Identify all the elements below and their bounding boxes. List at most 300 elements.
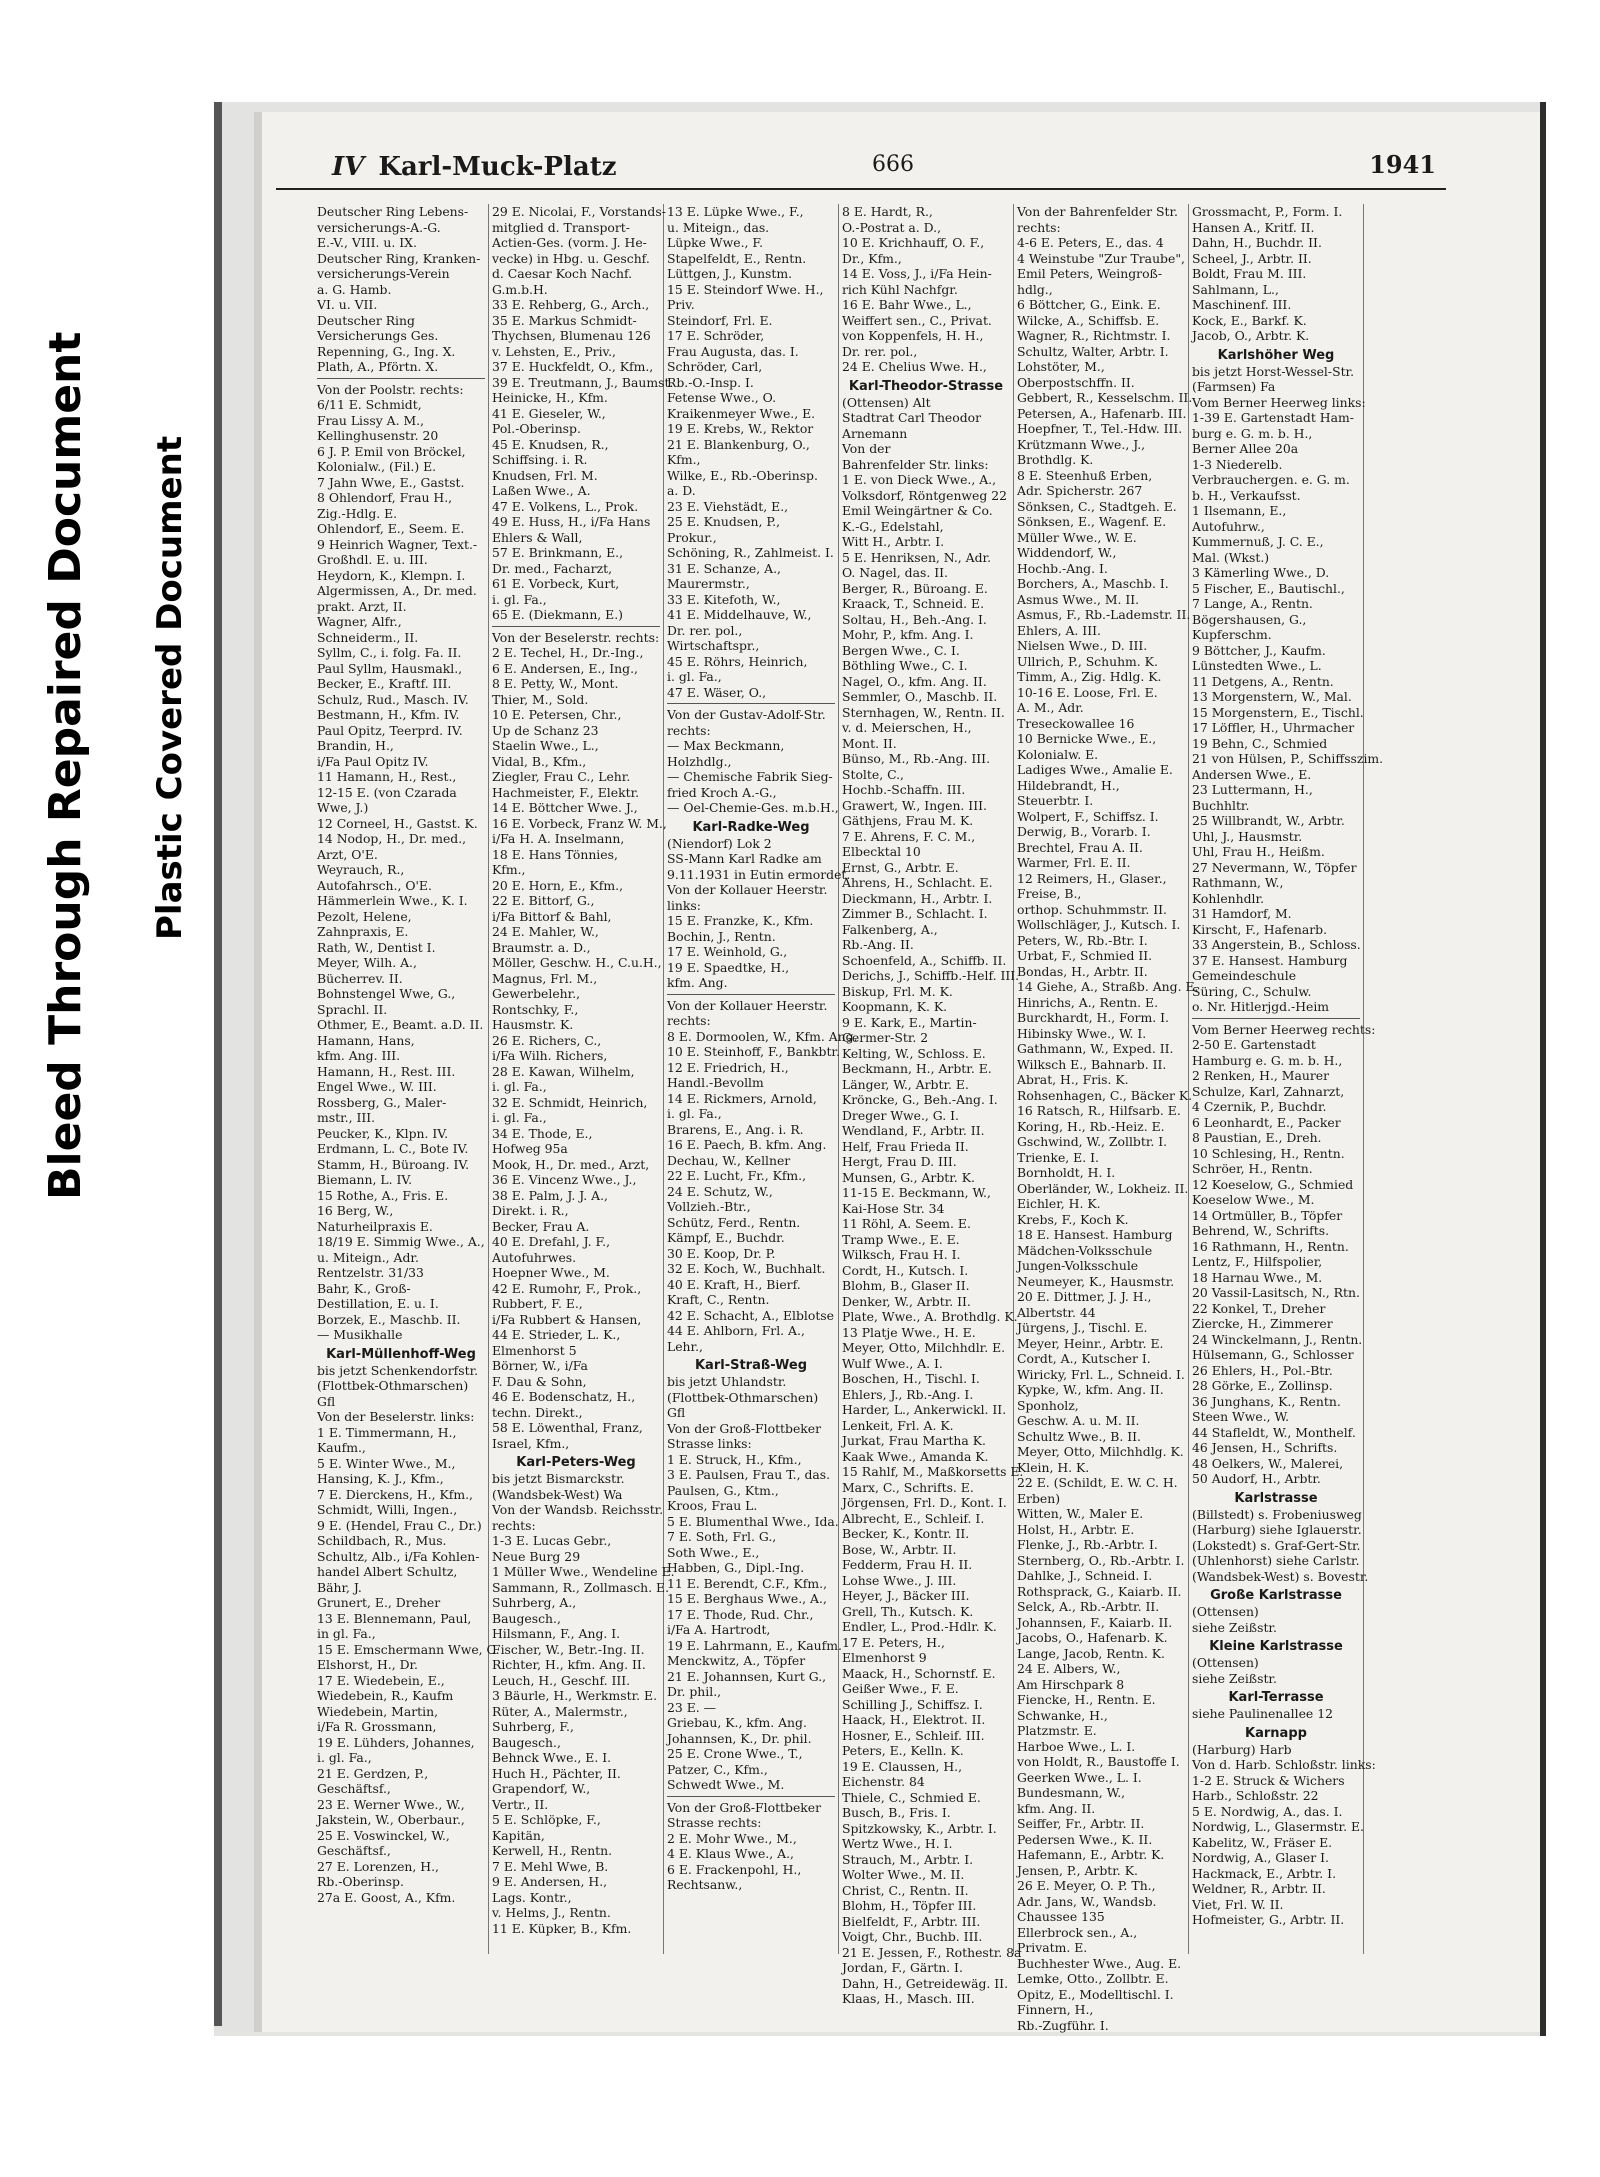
directory-entry: 35 E. Markus Schmidt- [492,312,637,328]
directory-entry: Geschw. A. u. M. II. [1017,1413,1140,1428]
directory-entry: Handl.-Bevollm [667,1075,764,1090]
directory-entry: 7 E. Ahrens, F. C. M., [842,828,976,844]
directory-entry: Rontschky, F., [492,1001,579,1017]
directory-entry: Staelin Wwe., L., [492,738,599,753]
directory-entry: Wirtschaftspr., [667,638,760,653]
directory-entry: Buchhltr. [1192,797,1250,813]
directory-entry: Witt H., Arbtr. I. [842,534,945,549]
directory-entry: Arnemann [842,425,908,441]
directory-entry: (Harburg) Harb [1192,1741,1292,1757]
directory-entry: Hinrichs, A., Rentn. E. [1017,994,1159,1010]
header-year: 1941 [1369,150,1436,179]
directory-entry: Kohlenhdlr. [1192,890,1265,906]
directory-entry: Rentzelstr. 31/33 [317,1265,424,1280]
directory-entry: Finnern, H., [1017,2002,1094,2017]
directory-entry: Selck, A., Rb.-Arbtr. II. [1017,1599,1160,1614]
directory-entry: 4 Weinstube "Zur Traube", [1017,250,1185,266]
directory-entry: Jürgens, J., Tischl. E. [1017,1320,1148,1335]
directory-entry: 9 Böttcher, J., Kaufm. [1192,642,1326,658]
directory-entry: Stadtrat Carl Theodor [842,410,982,425]
directory-entry: 19 E. Krebs, W., Rektor [667,421,814,436]
directory-entry: 39 E. Treutmann, J., Baumst. [492,374,674,390]
directory-entry: vecke) in Hbg. u. Geschf. [492,250,650,266]
directory-entry: Paul Opitz, Teerprd. IV. [317,722,463,738]
directory-entry: 27a E. Goost, A., Kfm. [317,1889,456,1905]
directory-entry: hdlg., [1017,281,1053,297]
directory-entry: Kolonialw., (Fil.) E. [317,459,437,474]
street-heading: Große Karlstrasse [1210,1588,1342,1603]
directory-entry: Schulz, Rud., Masch. IV. [317,691,469,707]
directory-entry: a. D. [667,483,696,498]
directory-entry: Germer-Str. 2 [842,1030,929,1045]
directory-entry: Zig.-Hdlg. E. [317,505,398,521]
directory-entry: Deutscher Ring [317,312,415,328]
directory-entry: Biskup, Frl. M. K. [842,983,953,999]
directory-entry: 44 E. Ahlborn, Frl. A., [667,1323,805,1338]
directory-entry: Wolter Wwe., M. II. [842,1867,965,1882]
directory-entry: Von der Poolstr. rechts: [317,381,464,397]
directory-entry: Zimmer B., Schlacht. I. [842,906,988,921]
directory-entry: 24 E. Mahler, W., [492,924,599,939]
directory-entry: 34 E. Thode, E., [492,1125,593,1141]
directory-entry: 40 E. Drefahl, J. F., [492,1234,611,1249]
directory-entry: Laßen Wwe., A. [492,483,591,498]
directory-entry: 31 Hamdorf, M. [1192,906,1292,921]
street-heading: Karl-Radke-Weg [692,819,810,835]
directory-entry: (Lokstedt) s. Graf-Gert-Str. [1192,1537,1361,1553]
directory-entry: 14 E. Rickmers, Arnold, [667,1090,817,1106]
directory-entry: i/Fa H. A. Inselmann, [492,831,625,846]
directory-entry: Von der [842,441,891,456]
directory-entry: Habben, G., Dipl.-Ing. [667,1560,805,1575]
directory-entry: Syllm, C., i. folg. Fa. II. [317,645,462,660]
directory-entry: Hofmeister, G., Arbtr. II. [1192,1912,1345,1927]
directory-entry: Von der Wandsb. Reichsstr. [492,1502,664,1517]
directory-entry: Hülsemann, G., Schlosser [1192,1347,1354,1362]
directory-entry: 11 Hamann, H., Rest., [317,769,457,784]
directory-entry: o. Nr. Hitlerjgd.-Heim [1192,999,1330,1014]
directory-entry: Vom Berner Heerweg rechts: [1192,1021,1376,1037]
directory-entry: Nordwig, A., Glaser I. [1192,1850,1329,1865]
directory-entry: 9.11.1931 in Eutin ermordet. [667,866,851,882]
directory-entry: 17 E. Schröder, [667,328,765,343]
directory-entry: Repenning, G., Ing. X. [317,343,456,359]
directory-entry: Maurermstr., [667,576,750,591]
directory-entry: Jensen, P., Arbtr. K. [1017,1862,1138,1878]
directory-entry: Sternberg, O., Rb.-Arbtr. I. [1017,1552,1185,1568]
directory-entry: 17 Löffler, H., Uhrmacher [1192,720,1355,735]
directory-entry: Behnck Wwe., E. I. [492,1750,612,1765]
directory-entry: Brechtel, Frau A. II. [1017,839,1143,855]
directory-entry: Wolpert, F., Schiffsz. I. [1017,808,1159,824]
directory-entry: 36 Junghans, K., Rentn. [1192,1393,1341,1409]
directory-entry: Kummernuß, J. C. E., [1192,534,1324,549]
directory-entry: Wiedebein, Martin, [317,1703,439,1719]
header-street: Karl-Muck-Platz [378,152,617,182]
directory-entry: 20 E. Dittmer, J. J. H., [1017,1289,1152,1304]
directory-entry: Von der Kollauer Heerstr. [667,997,828,1013]
directory-entry: Hosner, E., Schleif. III. [842,1727,985,1743]
directory-entry: Am Hirschpark 8 [1017,1676,1125,1692]
directory-entry: v. Lehsten, E., Priv., [492,343,616,359]
directory-entry: Ullrich, P., Schuhm. K. [1017,653,1158,669]
directory-entry: i. gl. Fa., [492,1110,547,1125]
directory-entry: Kolonialw. E. [1017,746,1099,762]
directory-entry: Börner, W., i/Fa [492,1358,588,1373]
directory-entry: Becker, E., Kraftf. III. [317,676,452,691]
directory-entry: 12 Corneel, H., Gastst. K. [317,815,478,831]
directory-entry: 5 E. Nordwig, A., das. I. [1192,1803,1343,1819]
bleed-through-label: Bleed Through Repaired Document [40,331,91,1200]
directory-entry: Helf, Frau Frieda II. [842,1138,969,1154]
directory-entry: Fedderm, Frau H. II. [842,1557,973,1572]
directory-entry: Falkenberg, A., [842,921,938,937]
directory-entry: Schwanke, H., [1017,1707,1108,1723]
directory-entry: Holzhdlg., [667,753,732,769]
directory-entry: Bielfeldt, F., Arbtr. III. [842,1913,981,1929]
directory-entry: Biemann, L. IV. [317,1172,413,1187]
directory-entry: Up de Schanz 23 [492,722,599,738]
directory-entry: 21 E. Johannsen, Kurt G., [667,1668,827,1684]
directory-entry: Baugesch., [492,1734,561,1750]
directory-entry: 10 E. Krichhauff, O. F., [842,235,985,250]
directory-entry: 11 Röhl, A. Seem. E. [842,1216,971,1231]
directory-entry: Elbecktal 10 [842,844,921,859]
directory-entry: Algermissen, A., Dr. med. [317,583,477,598]
directory-entry: Dahn, H., Getreidewäg. II. [842,1975,1009,1991]
directory-entry: 13 Morgenstern, W., Mal. [1192,689,1352,704]
directory-entry: Autofahrsch., O'E. [317,877,432,893]
directory-entry: i. gl. Fa., [492,1079,547,1094]
directory-entry: Rb.-Ang. II. [842,937,914,952]
directory-entry: Endler, L., Prod.-Hdlr. K. [842,1619,997,1634]
directory-entry: 46 E. Bodenschatz, H., [492,1389,636,1404]
directory-entry: Petersen, A., Hafenarb. III. [1017,405,1187,421]
directory-entry: Stapelfeldt, E., Rentn. [667,250,807,266]
directory-entry: Bergen Wwe., C. I. [842,642,960,658]
directory-entry: Harder, L., Ankerwickl. II. [842,1402,1007,1417]
directory-entry: 9 E. Andersen, H., [492,1874,608,1889]
directory-entry: Rohsenhagen, C., Bäcker K. [1017,1087,1193,1103]
directory-entry: Von der Kollauer Heerstr. [667,882,828,897]
directory-entry: Koring, H., Rb.-Heiz. E. [1017,1118,1165,1134]
directory-entry: Urbat, F., Schmied II. [1017,948,1153,963]
directory-entry: Rechtsanw., [667,1877,743,1892]
directory-entry: Gschwind, W., Zollbtr. I. [1017,1134,1168,1149]
directory-entry: bis jetzt Horst-Wessel-Str. [1192,363,1355,379]
directory-entry: 42 E. Schacht, A., Elblotse [667,1307,834,1323]
directory-entry: 10-16 E. Loose, Frl. E. [1017,684,1158,700]
directory-entry: 32 E. Schmidt, Heinrich, [492,1094,648,1110]
directory-entry: Meyer, Otto, Milchhdlg. K. [1017,1444,1184,1459]
directory-entry: 16 E. Vorbeck, Franz W. M., [492,815,667,831]
directory-column [839,204,1024,2006]
directory-entry: 6 J. P. Emil von Bröckel, [317,443,466,459]
directory-entry: i/Fa Bittorf & Bahl, [492,908,612,924]
directory-entry: Chaussee 135 [1017,1909,1105,1924]
directory-column [1189,204,1384,1954]
directory-entry: Paulsen, G., Ktm., [667,1482,779,1498]
directory-entry: Wulf Wwe., A. I. [842,1355,943,1371]
directory-entry: Meyer, Wilh. A., [317,955,417,970]
directory-entry: u. Miteign., Adr. [317,1249,419,1265]
directory-entry: 15 E. Emschermann Wwe, C. [317,1641,500,1657]
directory-entry: Schöning, R., Zahlmeist. I. [667,545,834,560]
directory-entry: Bestmann, H., Kfm. IV. [317,707,460,722]
directory-entry: Hachmeister, F., Elektr. [492,784,640,800]
directory-entry: Actien-Ges. (vorm. J. He- [492,235,647,250]
directory-entry: Destillation, E. u. I. [317,1296,439,1311]
directory-entry: Trienke, E. I. [1017,1149,1099,1165]
directory-entry: 21 E. Gerdzen, P., [317,1765,429,1781]
directory-entry: 16 Ratsch, R., Hilfsarb. E. [1017,1103,1181,1118]
directory-entry: Direkt. i. R., [492,1203,569,1218]
directory-entry: Baugesch., [492,1610,561,1626]
directory-entry: Eichler, H. K. [1017,1196,1101,1211]
directory-entry: Pezolt, Helene, [317,908,412,924]
street-heading: Karlstrasse [1234,1490,1318,1506]
directory-entry: Peters, W., Rb.-Btr. I. [1017,932,1148,948]
directory-entry: Strasse links: [667,1436,752,1451]
directory-entry: 11 E. Küpker, B., Kfm. [492,1920,632,1936]
directory-entry: Koopmann, K. K. [842,999,948,1014]
directory-entry: Schultz Wwe., B. II. [1017,1428,1141,1444]
directory-entry: 11 Detgens, A., Rentn. [1192,673,1334,689]
directory-entry: (Ottensen) Alt [842,394,931,410]
directory-entry: Cordt, A., Kutscher I. [1017,1351,1151,1366]
directory-entry: 65 E. (Diekmann, E.) [492,607,623,622]
directory-entry: 13 Platje Wwe., H. E. [842,1324,976,1340]
directory-entry: Ehlers & Wall, [492,529,583,545]
directory-entry: Kelting, W., Schloss. E. [842,1045,986,1061]
directory-entry: Kfm., [667,452,701,467]
directory-entry: Wendland, F., Arbtr. II. [842,1123,985,1138]
directory-entry: 46 Jensen, H., Schrifts. [1192,1440,1338,1455]
directory-entry: Sprachl. II. [317,1001,388,1017]
directory-entry: Länger, W., Arbtr. E. [842,1076,969,1092]
directory-entry: 21 E. Jessen, F., Rothestr. 8a [842,1944,1022,1960]
directory-entry: Wilcke, A., Schiffsb. E. [1017,312,1160,328]
directory-entry: 27 Nevermann, W., Töpfer [1192,859,1357,875]
directory-entry: Jakstein, W., Oberbaur., [317,1812,465,1827]
directory-entry: Ehlers, J., Rb.-Ang. I. [842,1386,974,1402]
directory-entry: 11 E. Berendt, C.F., Kfm., [667,1575,828,1591]
directory-entry: (Ottensen) [1192,1604,1259,1619]
directory-entry: Bose, W., Arbtr. II. [842,1541,957,1557]
directory-entry: 12-15 E. (von Czarada [317,784,457,800]
directory-entry: 1-39 E. Gartenstadt Ham- [1192,410,1354,425]
directory-entry: 3 E. Paulsen, Frau T., das. [667,1467,831,1482]
directory-entry: Adr. Spicherstr. 267 [1017,483,1143,498]
directory-entry: Burckhardt, H., Form. I. [1017,1010,1169,1025]
directory-entry: Sammann, R., Zollmasch. E. [492,1579,670,1595]
directory-entry: burg e. G. m. b. H., [1192,425,1313,441]
directory-entry: kfm. Ang. [667,975,728,990]
directory-entry: 22 E. (Schildt, E. W. C. H. [1017,1475,1178,1490]
directory-entry: Oberpostschffn. II. [1017,374,1135,390]
directory-entry: Ohlendorf, E., Seem. E. [317,521,465,536]
directory-entry: Schultz, Alb., i/Fa Kohlen- [317,1548,480,1564]
directory-entry: Tramp Wwe., E. E. [842,1231,960,1247]
directory-entry: 14 Nodop, H., Dr. med., [317,831,467,846]
directory-entry: 33 E. Kitefoth, W., [667,591,781,607]
directory-column [489,204,675,1954]
directory-entry: (Billstedt) s. Frobeniusweg [1192,1506,1362,1522]
directory-entry: Sponholz, [1017,1397,1079,1413]
directory-entry: handel Albert Schultz, [317,1564,458,1579]
directory-entry: 12 E. Friedrich, H., [667,1059,789,1075]
directory-entry: Schilling J., Schiffsz. I. [842,1696,983,1712]
section-divider [667,1796,835,1797]
directory-entry: Boschen, H., Tischl. I. [842,1371,980,1386]
directory-entry: — Oel-Chemie-Ges. m.b.H., [667,800,839,815]
directory-entry: Albrecht, E., Schleif. I. [842,1510,985,1526]
directory-entry: Uhl, Frau H., Heißm. [1192,844,1325,859]
directory-entry: 8 E. Hardt, R., [842,204,933,219]
directory-entry: Kellinghusenstr. 20 [317,428,439,443]
directory-entry: 19 E. Spaedtke, H., [667,959,790,975]
directory-entry: siehe Paulinenallee 12 [1192,1706,1333,1721]
directory-entry: 5 Fischer, E., Bautischl., [1192,580,1345,596]
directory-entry: 57 E. Brinkmann, E., [492,545,624,560]
directory-entry: 15 E. Franzke, K., Kfm. [667,913,814,928]
directory-entry: (Uhlenhorst) siehe Carlstr. [1192,1553,1360,1568]
directory-entry: Denker, W., Arbtr. II. [842,1293,971,1309]
directory-entry: Semmler, O., Maschb. II. [842,689,998,704]
directory-entry: (Wandsbek-West) Wa [492,1486,623,1502]
directory-entry: 5 E. Winter Wwe., M., [317,1455,456,1471]
directory-entry: 2 E. Mohr Wwe., M., [667,1830,797,1846]
directory-entry: Kaufm., [317,1440,366,1455]
directory-entry: Berger, R., Büroang. E. [842,580,988,596]
directory-entry: Lohstöter, M., [1017,359,1105,374]
directory-entry: Rath, W., Dentist I. [317,939,436,955]
directory-entry: 36 E. Vincenz Wwe., J., [492,1172,637,1187]
directory-entry: Kraft, C., Rentn. [667,1292,770,1307]
directory-entry: 8 E. Petty, W., Mont. [492,676,619,691]
directory-entry: Vertr., II. [492,1796,549,1812]
directory-entry: Schiffsing. i. R. [492,452,588,467]
directory-entry: Arzt, O'E. [317,846,378,862]
directory-entry: 33 E. Rehberg, G., Arch., [492,297,650,312]
directory-entry: techn. Direkt., [492,1404,583,1420]
directory-entry: Bahr, K., Groß- [317,1280,411,1296]
directory-entry: 61 E. Vorbeck, Kurt, [492,576,620,591]
directory-entry: Huch H., Pächter, II. [492,1765,621,1781]
directory-entry: Hackmack, E., Arbtr. I. [1192,1865,1337,1881]
directory-entry: Richter, H., kfm. Ang. II. [492,1657,646,1672]
directory-entry: Müller Wwe., W. E. [1017,529,1137,545]
directory-entry: Süring, C., Schulw. [1192,983,1312,999]
directory-entry: Seiffer, Fr., Arbtr. II. [1017,1816,1145,1831]
directory-entry: VI. u. VII. [317,297,378,312]
directory-entry: Geschäftsf., [317,1781,391,1796]
directory-entry: 24 E. Chelius Wwe. H., [842,359,987,374]
directory-entry: 49 E. Huss, H., i/Fa Hans [492,514,651,529]
directory-entry: Elmenhorst 5 [492,1342,577,1358]
directory-entry: Johannsen, K., Dr. phil. [667,1730,812,1746]
directory-entry: 45 E. Knudsen, R., [492,436,609,452]
directory-entry: Jacobs, O., Hafenarb. K. [1017,1630,1168,1645]
directory-entry: bis jetzt Schenkendorfstr. [317,1362,479,1378]
directory-entry: Von der Bahrenfelder Str. [1017,204,1178,219]
directory-entry: Asmus, F., Rb.-Lademstr. II. [1017,607,1191,622]
directory-entry: Volksdorf, Röntgenweg 22 [842,487,1008,503]
directory-entry: siehe Zeißstr. [1192,1670,1277,1686]
directory-entry: Borzek, E., Maschb. II. [317,1311,461,1327]
directory-entry: K.-G., Edelstahl, [842,518,944,534]
directory-entry: Beckmann, H., Arbtr. E. [842,1061,992,1076]
directory-entry: Jörgensen, Frl. D., Kont. I. [842,1495,1007,1510]
directory-entry: Thiele, C., Schmied E. [842,1789,981,1805]
directory-entry: Borchers, A., Maschb. I. [1017,576,1169,591]
directory-entry: 58 E. Löwenthal, Franz, [492,1420,643,1435]
directory-entry: Uhl, J., Hausmstr. [1192,828,1303,844]
directory-entry: 13 E. Lüpke Wwe., F., [667,204,804,219]
directory-entry: Sönksen, E., Wagenf. E. [1017,514,1167,529]
directory-entry: Harb., Schloßstr. 22 [1192,1788,1319,1803]
directory-entry: 4 Czernik, P., Buchdr. [1192,1099,1327,1114]
directory-entry: 5 E. Schlöpke, F., [492,1812,601,1827]
directory-entry: 22 E. Lucht, Fr., Kfm., [667,1168,807,1183]
directory-entry: i. gl. Fa., [667,669,722,684]
directory-entry: Dahn, H., Buchdr. II. [1192,235,1322,250]
directory-entry: i. gl. Fa., [317,1750,372,1765]
directory-entry: 29 E. Nicolai, F., Vorstands- [492,204,666,219]
directory-entry: 7 E. Soth, Frl. G., [667,1529,777,1544]
directory-entry: Schulze, Karl, Zahnarzt, [1192,1083,1345,1099]
directory-entry: Hergt, Frau D. III. [842,1154,957,1169]
directory-entry: Wilke, E., Rb.-Oberinsp. [667,467,818,483]
directory-entry: Opitz, E., Modelltischl. I. [1017,1986,1174,2002]
directory-entry: 37 E. Huckfeldt, O., Kfm., [492,359,654,374]
directory-entry: 19 E. Lahrmann, E., Kaufm. [667,1637,842,1653]
directory-entry: Fetense Wwe., O. [667,390,777,405]
directory-entry: 25 Willbrandt, W., Arbtr. [1192,813,1345,828]
directory-entry: Ahrens, H., Schlacht. E. [842,875,993,890]
directory-entry: 25 E. Crone Wwe., T., [667,1746,803,1761]
directory-entry: Kfm., [492,862,526,877]
directory-entry: Rüter, A., Malermstr., [492,1703,628,1719]
directory-entry: Schneiderm., II. [317,629,419,645]
directory-entry: Engel Wwe., W. III. [317,1079,437,1094]
directory-entry: 27 E. Lorenzen, H., [317,1858,439,1874]
directory-entry: Schröer, H., Rentn. [1192,1161,1313,1176]
directory-entry: 3 Bäurle, H., Werkmstr. E. [492,1688,658,1703]
directory-entry: Ziegler, Frau C., Lehr. [492,769,631,784]
directory-entry: Othmer, E., Beamt. a.D. II. [317,1017,484,1032]
directory-entry: Rothsprack, G., Kaiarb. II. [1017,1583,1182,1599]
directory-entry: 26 E. Meyer, O. P. Th., [1017,1878,1156,1893]
directory-entry: G.m.b.H. [492,281,548,297]
directory-entry: 16 Rathmann, H., Rentn. [1192,1238,1349,1254]
directory-entry: Flenke, J., Rb.-Arbtr. I. [1017,1537,1158,1552]
directory-entry: Nagel, O., kfm. Ang. II. [842,673,987,689]
directory-entry: Oberländer, W., Lokheiz. II. [1017,1180,1189,1196]
directory-entry: Hämmerlein Wwe., K. I. [317,893,468,908]
directory-entry: Dr. rer. pol., [842,343,918,359]
directory-entry: Heyer, J., Bäcker III. [842,1588,970,1603]
directory-entry: Adr. Jans, W., Wandsb. [1017,1893,1157,1909]
directory-entry: Mohr, P., kfm. Ang. I. [842,627,974,642]
page-left-edge [214,102,222,2026]
directory-entry: Bohnstengel Wwe, G., [317,986,456,1001]
directory-entry: Gebbert, R., Kesselschm. II. [1017,390,1193,405]
directory-entry: 21 von Hülsen, P., Schiffsszim. [1192,751,1384,766]
side-labels [40,260,210,1220]
directory-entry: d. Caesar Koch Nachf. [492,266,633,281]
directory-entry: Platzmstr. E. [1017,1723,1097,1738]
